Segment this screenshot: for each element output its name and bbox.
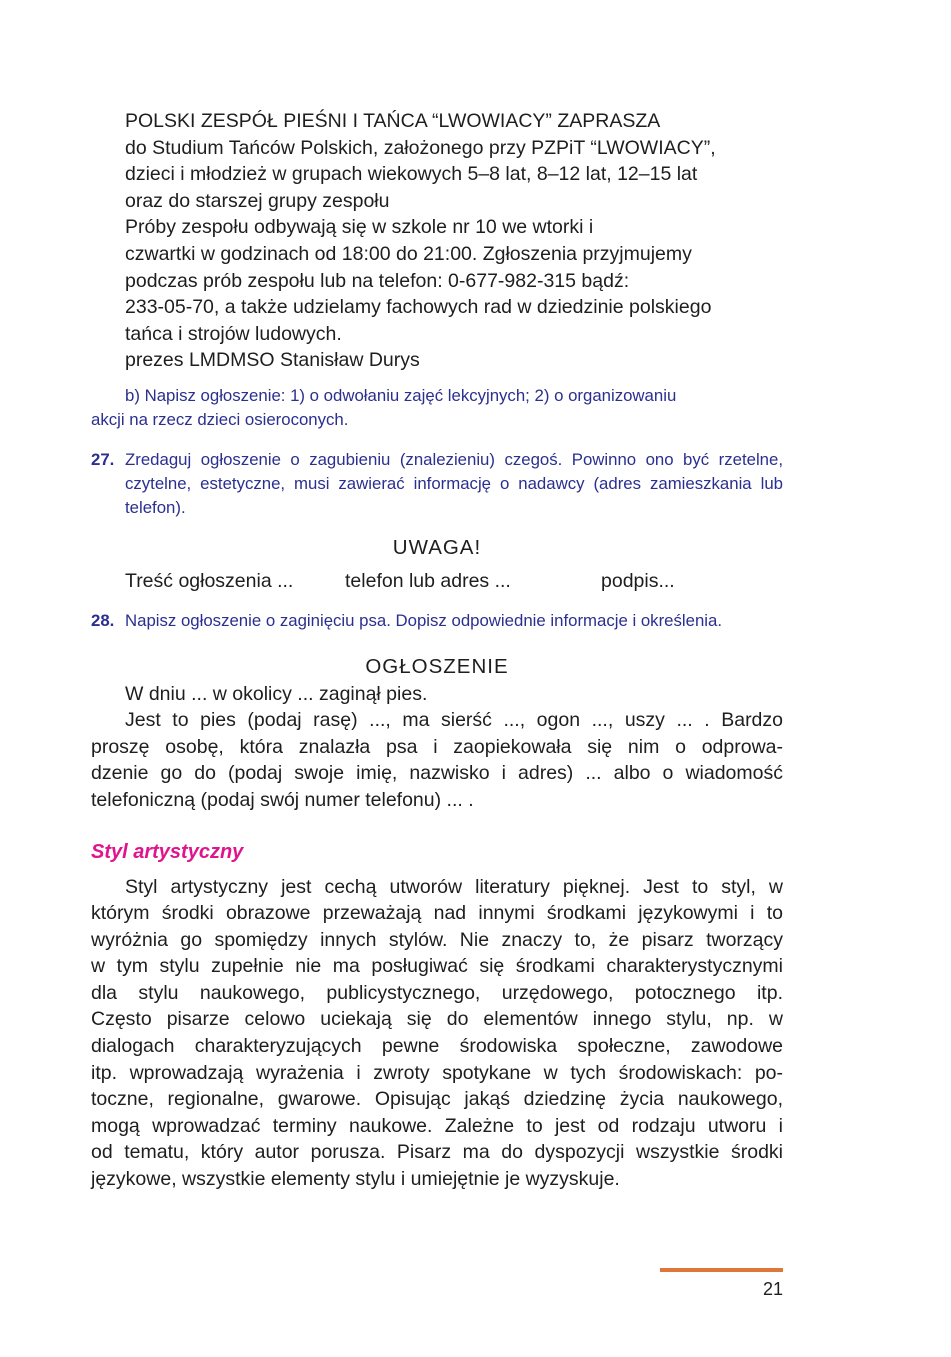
page-content xyxy=(91,108,783,1193)
task-28 xyxy=(91,609,783,633)
invitation-block xyxy=(91,108,783,374)
section-line: Styl artystyczny jest cechą utworów literatury pięknej. Jest to styl, w xyxy=(125,875,783,898)
ogloszenie-line: telefoniczną (podaj swój numer telefonu) ... . xyxy=(91,788,474,811)
exercise-b-line: b) Napisz ogłoszenie: 1) o odwołaniu zajęć lekcyjnych; 2) o organizowaniu xyxy=(125,385,677,405)
invitation-line: POLSKI ZESPÓŁ PIEŚNI I TAŃCA “LWOWIACY” ZAPRASZA xyxy=(125,110,661,132)
invitation-signature: prezes LMDMSO Stanisław Durys xyxy=(125,349,420,372)
uwaga-contact-label: telefon lub adres ... xyxy=(345,569,511,592)
ogloszenie-line: dzenie go do (podaj swoje imię, nazwisko i adres) ... albo o wiadomość xyxy=(91,762,783,785)
footer-accent-line xyxy=(660,1268,783,1272)
section-line: mogą wprowadzać terminy naukowe. Zależne to jest od rodzaju utworu i xyxy=(91,1114,783,1137)
ogloszenie-title: OGŁOSZENIE xyxy=(365,654,509,678)
section-line: itp. wprowadzają wyrażenia i zwroty spotykane w tych środowiskach: po- xyxy=(91,1061,783,1084)
ogloszenie-line: Jest to pies (podaj rasę) ..., ma sierść ..., ogon ..., uszy ... . Bardzo xyxy=(125,709,783,732)
task-text: Napisz ogłoszenie o zaginięciu psa. Dopisz odpowiednie informacje i określenia. xyxy=(125,610,722,630)
invitation-line: tańca i strojów ludowych. xyxy=(125,322,342,345)
section-line: dialogach charakteryzujących pewne środowiska społeczne, zawodowe xyxy=(91,1035,783,1058)
task-27 xyxy=(91,448,783,520)
exercise-b xyxy=(91,384,783,432)
section-line: wyróżnia go spomiędzy innych stylów. Nie znaczy to, że pisarz tworzący xyxy=(91,928,783,951)
invitation-line: Próby zespołu odbywają się w szkole nr 10 we wtorki i xyxy=(125,216,594,239)
invitation-line: czwartki w godzinach od 18:00 do 21:00. Zgłoszenia przyjmujemy xyxy=(125,242,692,265)
section-line: w tym stylu zupełnie nie ma posługiwać się środkami charakterystycznymi xyxy=(91,955,783,978)
page-number: 21 xyxy=(762,1279,783,1299)
invitation-line: do Studium Tańców Polskich, założonego przy PZPiT “LWOWIACY”, xyxy=(125,136,716,159)
invitation-line: dzieci i młodzież w grupach wiekowych 5–8 lat, 8–12 lat, 12–15 lat xyxy=(125,163,698,186)
invitation-line: podczas prób zespołu lub na telefon: 0-677-982-315 bądź: xyxy=(125,269,630,292)
section-line: dla stylu naukowego, publicystycznego, urzędowego, potocznego itp. xyxy=(91,981,783,1004)
ogloszenie-line: W dniu ... w okolicy ... zaginął pies. xyxy=(125,682,428,705)
uwaga-row xyxy=(91,568,783,595)
section-title: Styl artystyczny xyxy=(91,840,244,863)
section-line: toczne, regionalne, gwarowe. Opisując jakąś dziedzinę życia naukowego, xyxy=(91,1088,783,1111)
ogloszenie-body xyxy=(91,681,783,814)
task-number: 27. xyxy=(91,449,115,469)
task-text: Zredaguj ogłoszenie o zagubieniu (znalezieniu) czegoś. Powinno ono być rzetelne, czytelne, estetyczne, musi zawierać informację o nadawcy (adres zamieszkania lub telefon). xyxy=(125,449,783,517)
uwaga-content-label: Treść ogłoszenia ... xyxy=(125,569,294,592)
section-line: którym środki obrazowe przeważają nad innymi środkami językowymi i to xyxy=(91,902,783,925)
ogloszenie-line: proszę osobę, która znalazła psa i zaopiekowała się nim o odprowa- xyxy=(91,735,783,758)
section-body xyxy=(91,874,783,1193)
uwaga-signature-label: podpis... xyxy=(601,569,675,592)
task-number: 28. xyxy=(91,610,115,630)
invitation-line: 233-05-70, a także udzielamy fachowych rad w dziedzinie polskiego xyxy=(125,296,712,319)
invitation-line: oraz do starszej grupy zespołu xyxy=(125,189,390,212)
uwaga-title: UWAGA! xyxy=(392,535,482,559)
section-line: od tematu, który autor porusza. Pisarz ma do dyspozycji wszystkie środki xyxy=(91,1141,783,1164)
section-line: Często pisarze celowo uciekają się do elementów innego stylu, np. w xyxy=(91,1008,783,1031)
exercise-b-line: akcji na rzecz dzieci osieroconych. xyxy=(91,409,349,429)
section-line: językowe, wszystkie elementy stylu i umiejętnie je wyzyskuje. xyxy=(91,1168,620,1191)
